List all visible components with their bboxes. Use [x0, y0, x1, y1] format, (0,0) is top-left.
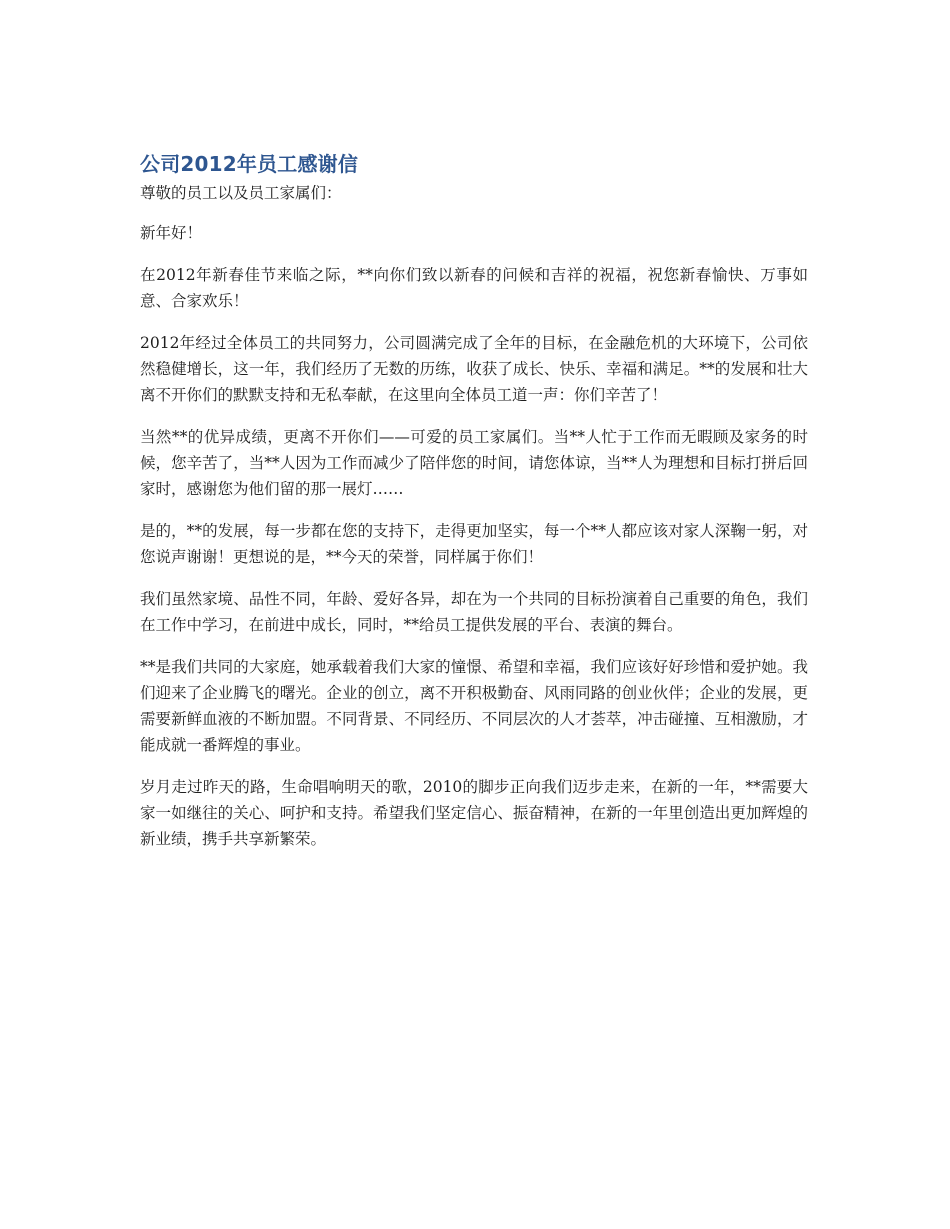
letter-salutation: 尊敬的员工以及员工家属们： — [140, 184, 342, 202]
letter-paragraph: 我们虽然家境、品性不同，年龄、爱好各异，却在为一个共同的目标扮演着自己重要的角色，我们在工作中学习，在前进中成长，同时，**给员工提供发展的平台、表演的舞台。 — [140, 590, 808, 634]
letter-paragraph: **是我们共同的大家庭，她承载着我们大家的憧憬、希望和幸福，我们应该好好珍惜和爱护她。我们迎来了企业腾飞的曙光。企业的创立，离不开积极勤奋、风雨同路的创业伙伴；企业的发展，更需要新鲜血液的不断加盟。不同背景、不同经历、不同层次的人才荟萃，冲击碰撞、互相激励，才能成就一番辉煌的事业。 — [140, 658, 808, 754]
letter-document — [140, 148, 808, 868]
letter-paragraph-greeting: 新年好！ — [140, 224, 203, 242]
letter-paragraph: 2012年经过全体员工的共同努力，公司圆满完成了全年的目标，在金融危机的大环境下，公司依然稳健增长，这一年，我们经历了无数的历练，收获了成长、快乐、幸福和满足。**的发展和壮大离不开你们的默默支持和无私奉献，在这里向全体员工道一声：你们辛苦了！ — [140, 334, 808, 404]
letter-paragraph: 岁月走过昨天的路，生命唱响明天的歌，2010的脚步正向我们迈步走来，在新的一年，**需要大家一如继往的关心、呵护和支持。希望我们坚定信心、振奋精神，在新的一年里创造出更加辉煌的新业绩，携手共享新繁荣。 — [140, 778, 808, 848]
letter-paragraph: 在2012年新春佳节来临之际，**向你们致以新春的问候和吉祥的祝福，祝您新春愉快、万事如意、合家欢乐！ — [140, 266, 808, 310]
letter-paragraph: 当然**的优异成绩，更离不开你们——可爱的员工家属们。当**人忙于工作而无暇顾及家务的时候，您辛苦了，当**人因为工作而减少了陪伴您的时间，请您体谅，当**人为理想和目标打拼后回家时，感谢您为他们留的那一展灯…… — [140, 428, 808, 498]
letter-title: 公司2012年员工感谢信 — [140, 152, 359, 176]
letter-paragraph: 是的，**的发展，每一步都在您的支持下，走得更加坚实，每一个**人都应该对家人深鞠一躬，对您说声谢谢！更想说的是，**今天的荣誉，同样属于你们！ — [140, 522, 808, 566]
